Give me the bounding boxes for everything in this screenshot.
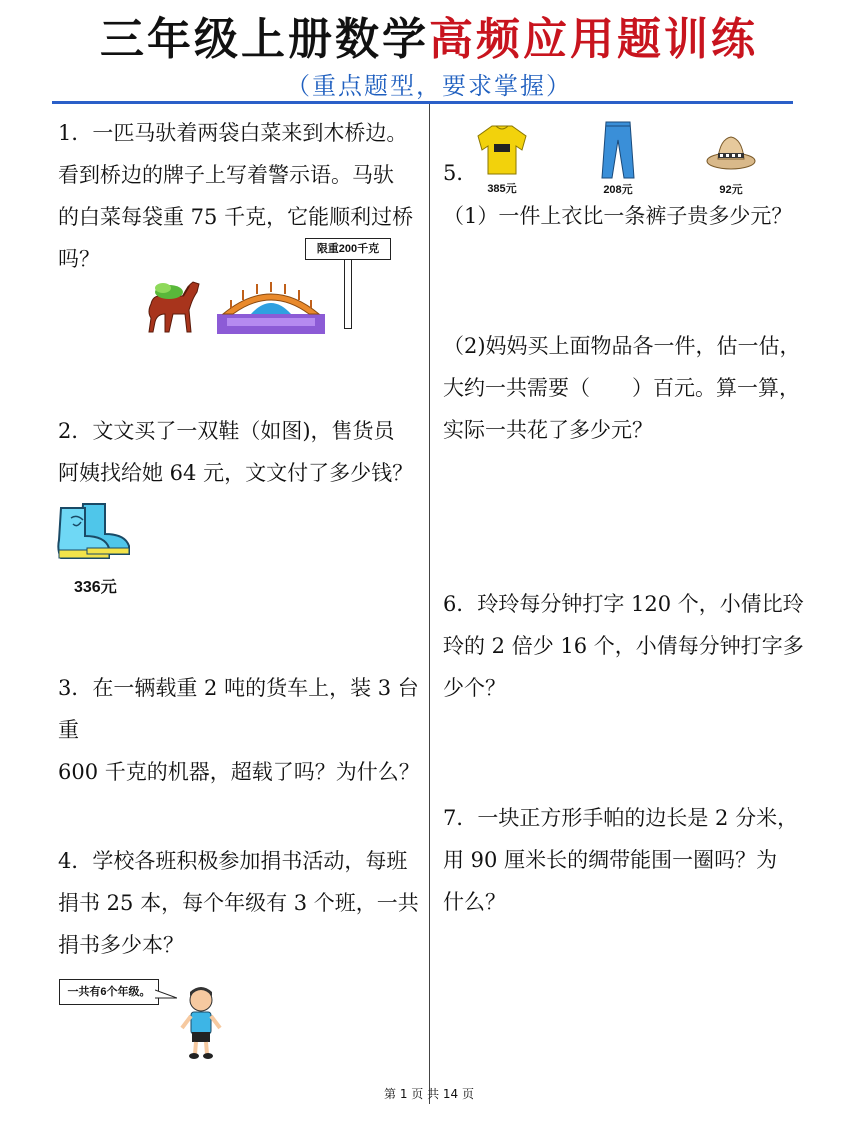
q1-line: 的白菜每袋重 75 千克，它能顺利过桥 [58, 205, 414, 229]
title-red: 高频应用题训练 [429, 14, 758, 65]
sweater-price: 385元 [487, 183, 517, 195]
q1-line: 吗？ [58, 247, 100, 271]
weight-limit-sign [305, 238, 391, 260]
q4-line: 4．学校各班积极参加捐书活动，每班 [58, 849, 408, 873]
q5-line: 实际一共花了多少元？ [443, 418, 653, 442]
q6-line: 玲的 2 倍少 16 个，小倩每分钟打字多 [443, 634, 804, 658]
speech-bubble [59, 979, 159, 1005]
q2-line: 2．文文买了一双鞋（如图)，售货员 [58, 419, 395, 443]
question-7 [443, 797, 808, 923]
boy-icon [178, 984, 224, 1060]
question-2 [58, 410, 420, 494]
shoes-price: 336元 [74, 579, 117, 596]
q7-line: 用 90 厘米长的绸带能围一圈吗？为 [443, 848, 778, 872]
q6-line: 少个？ [443, 676, 506, 700]
pants-icon [600, 120, 636, 180]
sign-text: 限重200千克 [316, 243, 380, 255]
q7-line: 7．一块正方形手帕的边长是 2 分米， [443, 806, 799, 830]
q5-number: 5． [443, 161, 478, 185]
hat-icon [706, 133, 756, 171]
page-footer: 第 1 页 共 14 页 [384, 1087, 474, 1101]
page-title [0, 10, 858, 70]
q3-line: 600 千克的机器，超载了吗？为什么？ [58, 760, 420, 784]
q4-line: 捐书 25 本，每个年级有 3 个班，一共 [58, 891, 419, 915]
q1-line: 看到桥边的牌子上写着警示语。马驮 [58, 163, 394, 187]
q5-part-1: （1）一件上衣比一条裤子贵多少元？ [443, 204, 793, 228]
header-divider [52, 101, 793, 104]
sign-post [344, 259, 352, 329]
shoes-icon [55, 500, 133, 562]
q5-part-2 [443, 325, 808, 451]
bridge-icon [217, 278, 325, 334]
bubble-text: 一共有6个年级。 [67, 986, 151, 998]
q5-line: 大约一共需要（ ）百元。算一算， [443, 376, 800, 400]
question-4 [58, 840, 420, 966]
column-divider [429, 104, 430, 1104]
pants-price: 208元 [603, 184, 633, 196]
q7-line: 什么？ [443, 890, 506, 914]
question-6 [443, 583, 808, 709]
q4-line: 捐书多少本？ [58, 933, 184, 957]
bubble-tail [155, 988, 177, 1002]
question-3 [58, 667, 420, 793]
horse-icon [143, 276, 205, 336]
title-black: 三年级上册数学 [100, 14, 429, 65]
page-subtitle: （重点题型，要求掌握） [286, 72, 572, 100]
q1-line: 1．一匹马驮着两袋白菜来到木桥边。 [58, 121, 408, 145]
q6-line: 6．玲玲每分钟打字 120 个，小倩比玲 [443, 592, 804, 616]
q3-line: 3．在一辆载重 2 吨的货车上，装 3 台重 [58, 676, 419, 742]
q2-line: 阿姨找给她 64 元，文文付了多少钱？ [58, 461, 414, 485]
sweater-icon [476, 122, 528, 176]
hat-price: 92元 [719, 184, 743, 196]
q5-line: （2)妈妈买上面物品各一件，估一估， [443, 334, 801, 358]
